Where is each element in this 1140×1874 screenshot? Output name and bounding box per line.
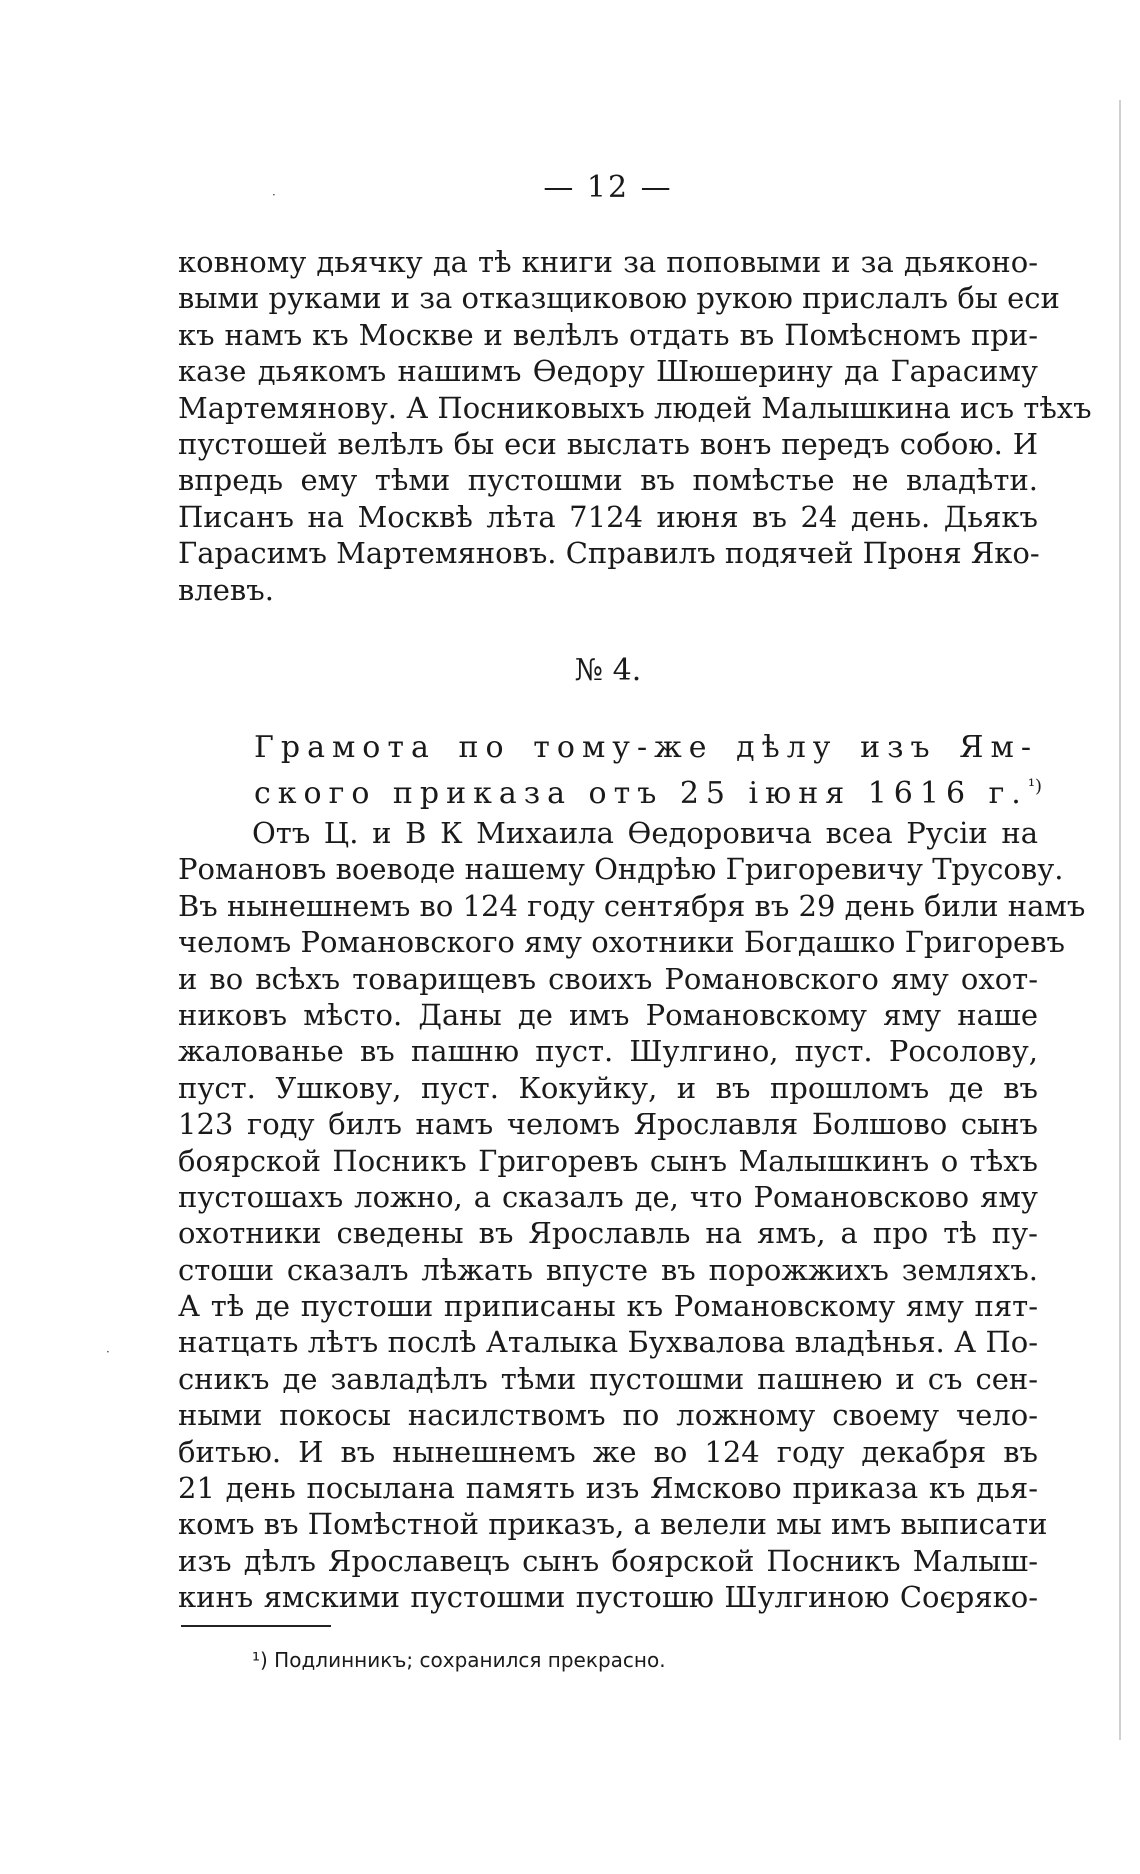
text-line: пустошахъ ложно, а сказалъ де, что Романовсково яму	[178, 1179, 1038, 1214]
text-line: впредь ему тѣми пустошми въ помѣстье не владѣти.	[178, 463, 1038, 498]
text-line: боярской Посникъ Григоревъ сынъ Малышкинъ о тѣхъ	[178, 1143, 1038, 1178]
footnote-separator	[181, 1625, 331, 1627]
heading-line	[254, 767, 1043, 811]
text-line: кинъ ямскими пустошми пустошю Шулгиною Соєряко-	[178, 1580, 1038, 1615]
text-line: выми руками и за отказщиковою рукою прислалъ бы еси	[178, 281, 1060, 316]
text-line: Гарасимъ Мартемяновъ. Справилъ подячей Проня Яко-	[178, 536, 1040, 571]
text-line: натцать лѣтъ послѣ Аталыка Бухвалова владѣнья. А По-	[178, 1325, 1038, 1360]
text-line: ковному дьячку да тѣ книги за поповыми и за дьяконо-	[178, 245, 1038, 279]
footnote: ¹) Подлинникъ; сохранился прекрасно.	[252, 1648, 666, 1672]
text-line: ными покосы насилствомъ по ложному своему чело-	[178, 1398, 1038, 1433]
text-line: 123 году билъ намъ челомъ Ярославля Болшово сынъ	[178, 1107, 1038, 1142]
text-line: Отъ Ц. и В К Михаила Ѳедоровича всеа Русіи на	[252, 816, 1038, 850]
text-line: сникъ де завладѣлъ тѣми пустошми пашнею и съ сен-	[178, 1361, 1038, 1396]
continuation-paragraph	[178, 244, 1092, 608]
text-line: казе дьякомъ нашимъ Ѳедору Шюшерину да Гарасиму	[178, 354, 1038, 389]
text-line: А тѣ де пустоши приписаны къ Романовскому яму пят-	[178, 1289, 1038, 1324]
document-heading	[254, 728, 1043, 811]
text-line: 21 день посылана память изъ Ямсково приказа къ дья-	[178, 1471, 1038, 1506]
text-line: пуст. Ушкову, пуст. Кокуйку, и въ прошломъ де въ	[178, 1070, 1038, 1105]
margin-mark: ·	[106, 1345, 110, 1359]
body-paragraph	[178, 815, 1086, 1616]
text-line: Романовъ воеводе нашему Ондрѣю Григоревичу Трусову.	[178, 852, 1064, 887]
text-line: охотники сведены въ Ярославль на ямъ, а про тѣ пу-	[178, 1216, 1038, 1251]
heading-line-text: ского приказа отъ 25 іюня 1616 г.	[254, 776, 1028, 811]
document-number: № 4.	[574, 653, 642, 688]
text-line: къ намъ къ Москве и велѣлъ отдать въ Помѣсномъ при-	[178, 317, 1038, 352]
scan-edge-line	[1119, 100, 1121, 1740]
margin-mark: ·	[272, 188, 276, 202]
heading-line: Грамота по тому-же дѣлу изъ Ям-	[254, 730, 1038, 765]
text-line: никовъ мѣсто. Даны де имъ Романовскому яму наше	[178, 997, 1038, 1032]
footnote-marker: ¹)	[1027, 776, 1043, 797]
page-number: — 12 —	[543, 170, 673, 205]
text-line: пустошей велѣлъ бы еси выслать вонъ передъ собою. И	[178, 426, 1038, 461]
text-line: челомъ Романовского яму охотники Богдашко Григоревъ	[178, 925, 1065, 960]
text-line: комъ въ Помѣстной приказъ, а велели мы имъ выписати	[178, 1507, 1048, 1542]
text-line: влевъ.	[178, 572, 274, 607]
text-line: Въ нынешнемъ во 124 году сентября въ 29 день били намъ	[178, 888, 1086, 923]
text-line: Писанъ на Москвѣ лѣта 7124 июня въ 24 день. Дьякъ	[178, 499, 1038, 534]
text-line: и во всѣхъ товарищевъ своихъ Романовского яму охот-	[178, 961, 1038, 996]
text-line: Мартемянову. А Посниковыхъ людей Малышкина исъ тѣхъ	[178, 390, 1092, 425]
text-line: жалованье въ пашню пуст. Шулгино, пуст. Росолову,	[178, 1034, 1038, 1069]
text-line: битью. И въ нынешнемъ же во 124 году декабря въ	[178, 1434, 1038, 1469]
text-line: стоши сказалъ лѣжать впусте въ порожжихъ земляхъ.	[178, 1252, 1038, 1287]
text-line: изъ дѣлъ Ярославецъ сынъ боярской Посникъ Малыш-	[178, 1543, 1038, 1578]
